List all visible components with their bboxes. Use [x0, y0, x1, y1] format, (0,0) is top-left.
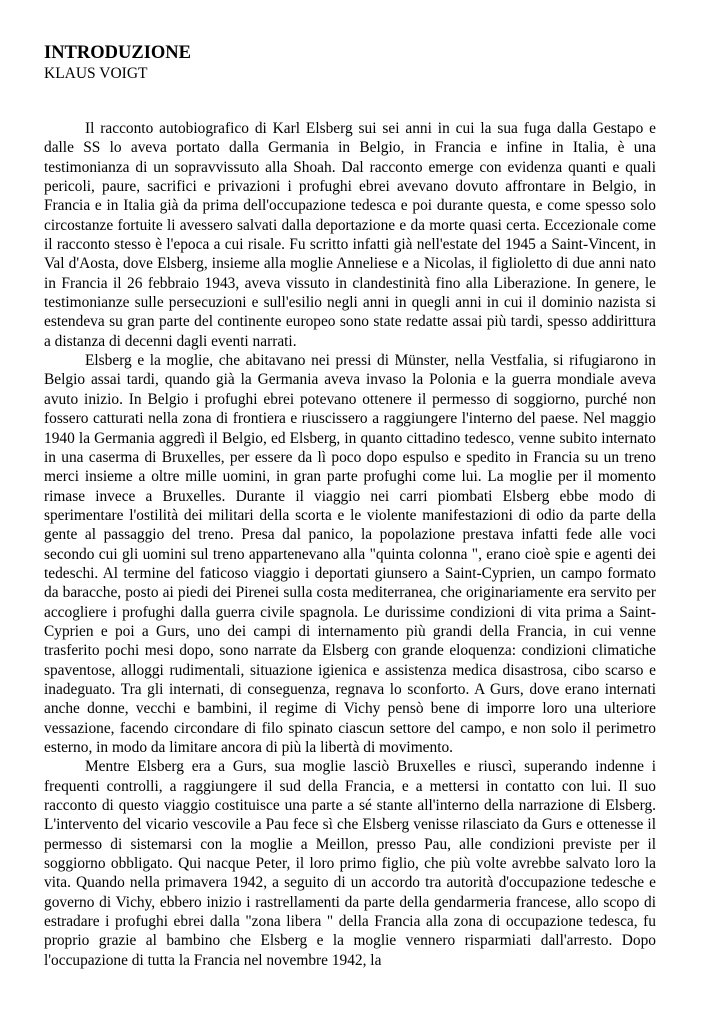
- document-page: [44, 42, 656, 970]
- document-author: KLAUS VOIGT: [44, 65, 148, 82]
- paragraph-1: Il racconto autobiografico di Karl Elsberg sui sei anni in cui la sua fuga dalla Gestapo e dalle SS lo aveva portato dalla Germania in Belgio, in Francia e infine in Italia, è una testimonianza di un sopravvissuto alla Shoah. Dal racconto emerge con evidenza quanti e quali pericoli, paure, sacrifici e privazioni i profughi ebrei avevano dovuto affrontare in Belgio, in Francia e in Italia già da prima dell'occupazione tedesca e poi durante questa, e come spesso solo circostanze fortuite li avessero salvati dalla deportazione e da morte quasi certa. Eccezionale come il racconto stesso è l'epoca a cui risale. Fu scritto infatti già nell'estate del 1945 a Saint-Vincent, in Val d'Aosta, dove Elsberg, insieme alla moglie Anneliese e a Nicolas, il figlioletto di due anni nato in Francia il 26 febbraio 1943, aveva vissuto in clandestinità fino alla Liberazione. In genere, le testimonianze sulle persecuzioni e sull'esilio negli anni in quegli anni in cui il dominio nazista si estendeva su gran parte del continente europeo sono state redatte assai più tardi, spesso addirittura a distanza di decenni dagli eventi narrati.: [44, 120, 656, 350]
- document-body: [44, 119, 656, 970]
- paragraph-3: Mentre Elsberg era a Gurs, sua moglie lasciò Bruxelles e riuscì, superando indenne i frequenti controlli, a raggiungere il sud della Francia, e a mettersi in contatto con lui. Il suo racconto di questo viaggio costituisce una parte a sé stante all'interno della narrazione di Elsberg. L'intervento del vicario vescovile a Pau fece sì che Elsberg venisse rilasciato da Gurs e ottenesse il permesso di sistemarsi con la moglie a Meillon, presso Pau, alle condizioni previste per il soggiorno obbligato. Qui nacque Peter, il loro primo figlio, che più volte avrebbe salvato loro la vita. Quando nella primavera 1942, a seguito di un accordo tra autorità d'occupazione tedesche e governo di Vichy, ebbero inizio i rastrellamenti da parte della gendarmeria francese, allo scopo di estradare i profughi ebrei dalla "zona libera " della Francia alla zona di occupazione tedesca, fu proprio grazie al bambino che Elsberg e la moglie vennero risparmiati dall'arresto. Dopo l'occupazione di tutta la Francia nel novembre 1942, la: [44, 758, 656, 969]
- paragraph-2: Elsberg e la moglie, che abitavano nei pressi di Münster, nella Vestfalia, si rifugiarono in Belgio assai tardi, quando già la Germania aveva invaso la Polonia e la guerra mondiale aveva avuto inizio. In Belgio i profughi ebrei potevano ottenere il permesso di soggiorno, purché non fossero catturati nella zona di frontiera e riuscissero a raggiungere l'interno del paese. Nel maggio 1940 la Germania aggredì il Belgio, ed Elsberg, in quanto cittadino tedesco, venne subito internato in una caserma di Bruxelles, per essere da lì poco dopo espulso e spedito in Francia su un treno merci insieme a oltre mille uomini, in gran parte profughi come lui. La moglie per il momento rimase invece a Bruxelles. Durante il viaggio nei carri piombati Elsberg ebbe modo di sperimentare l'ostilità dei militari della scorta e le violente manifestazioni di odio da parte della gente al passaggio del treno. Presa dal panico, la popolazione prestava infatti fede alle voci secondo cui gli uomini sul treno appartenevano alla "quinta colonna ", erano cioè spie e agenti dei tedeschi. Al termine del faticoso viaggio i deportati giunsero a Saint-Cyprien, un campo formato da baracche, posto ai piedi dei Pirenei sulla costa mediterranea, che originariamente era servito per accogliere i profughi dalla guerra civile spagnola. Le durissime condizioni di vita prima a Saint-Cyprien e poi a Gurs, uno dei campi di internamento più grandi della Francia, in cui venne trasferito pochi mesi dopo, sono narrate da Elsberg con grande eloquenza: condizioni climatiche spaventose, alloggi rudimentali, situazione igienica e assistenza medica disastrosa, cibo scarso e inadeguato. Tra gli internati, di conseguenza, regnava lo sconforto. A Gurs, dove erano internati anche donne, vecchi e bambini, il regime di Vichy pensò bene di imporre loro una ulteriore vessazione, facendo circondare di filo spinato ciascun settore del campo, e non solo il perimetro esterno, in modo da limitare ancora di più la libertà di movimento.: [44, 352, 656, 756]
- document-title: INTRODUZIONE: [44, 43, 191, 63]
